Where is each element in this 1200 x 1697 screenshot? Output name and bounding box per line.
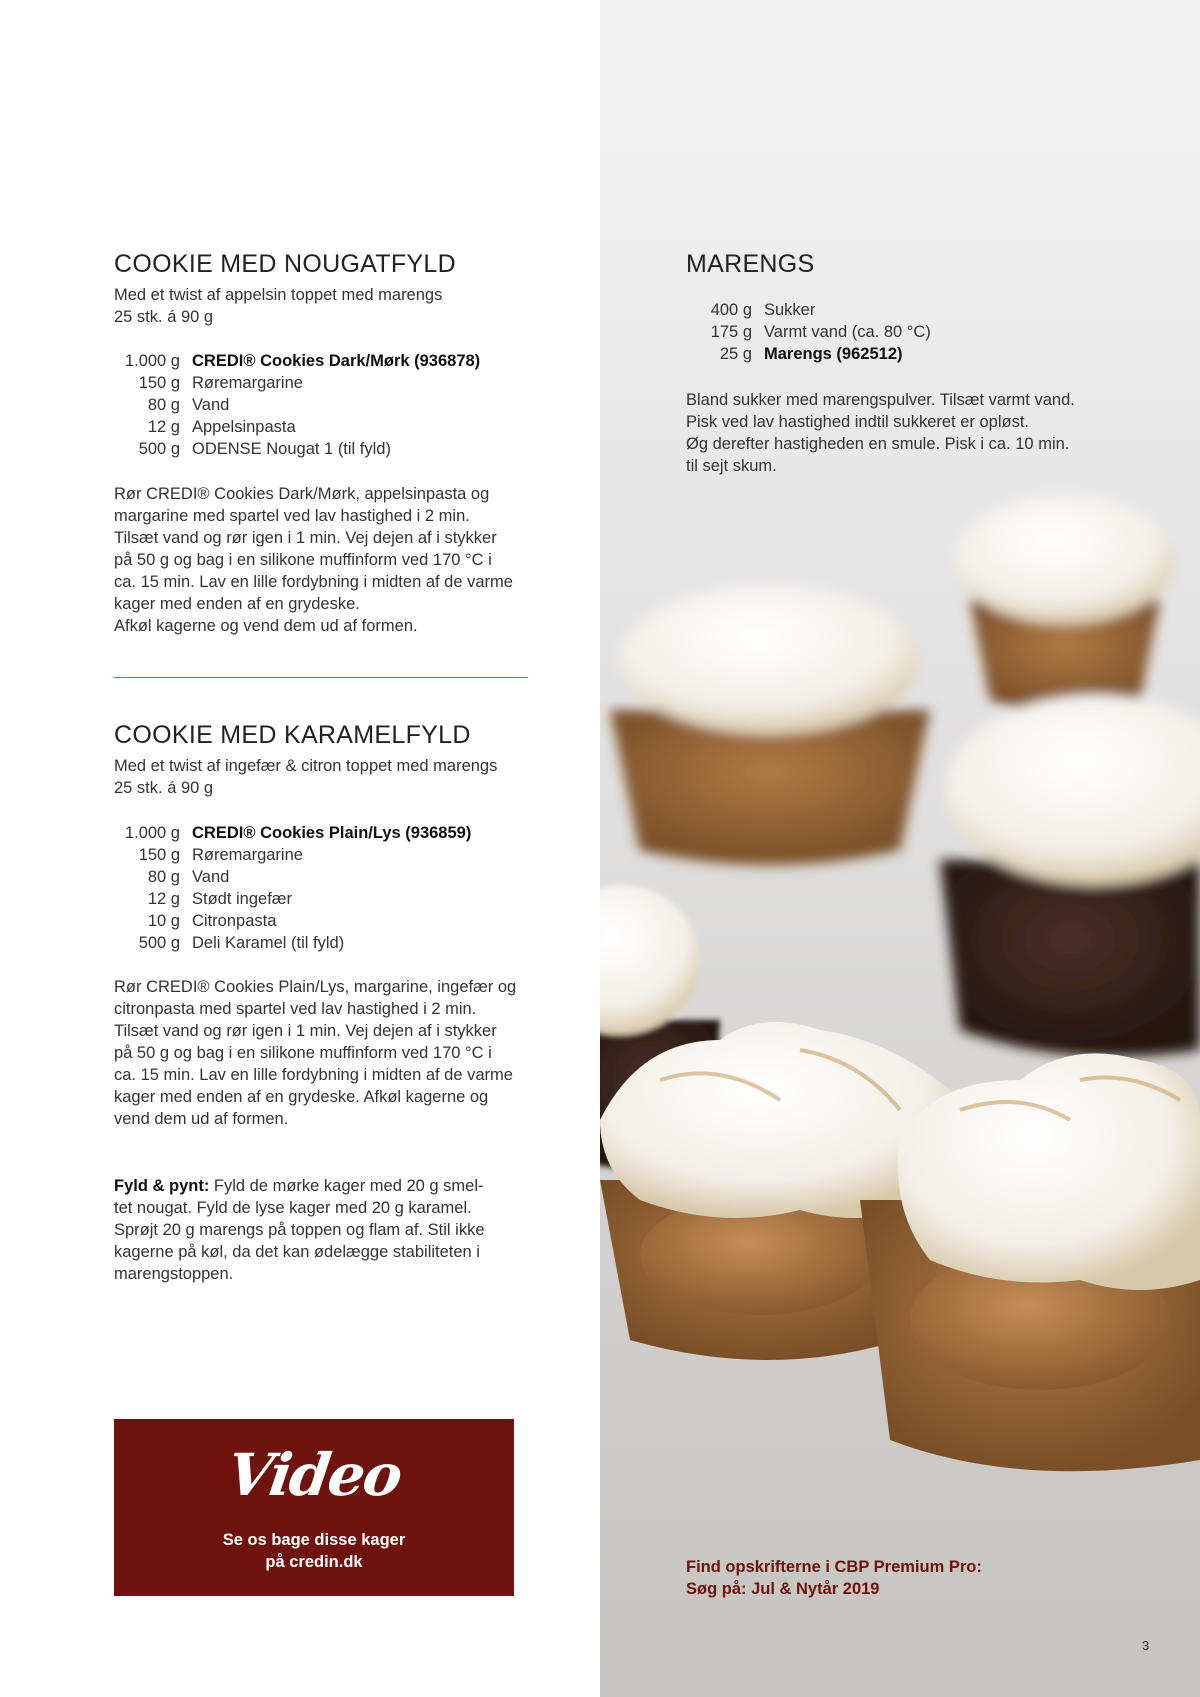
recipe2-title: COOKIE MED KARAMELFYLD xyxy=(114,721,471,749)
ingredient-amount: 400 g xyxy=(710,301,752,319)
ingredient-name: Sukker xyxy=(764,301,816,319)
text-line: Sprøjt 20 g marengs på toppen og flam af. Stil ikke xyxy=(114,1221,485,1239)
recipe1-ingredients xyxy=(114,350,480,460)
ingredient-row xyxy=(686,321,931,343)
video-promo[interactable] xyxy=(114,1419,514,1596)
ingredient-amount: 1.000 g xyxy=(124,352,180,370)
ingredient-row xyxy=(114,910,471,932)
recipe2-yield: 25 stk. á 90 g xyxy=(114,779,214,797)
text-line: kager med enden af en grydeske. Afkøl kagerne og xyxy=(114,1088,489,1106)
ingredient-row xyxy=(114,438,480,460)
text-line: tet nougat. Fyld de lyse kager med 20 g karamel. xyxy=(114,1199,472,1217)
text-line: marengstoppen. xyxy=(114,1265,234,1283)
text-line: Øg derefter hastigheden en smule. Pisk i ca. 10 min. xyxy=(686,435,1070,453)
ingredient-amount: 12 g xyxy=(147,890,180,908)
ingredient-amount: 10 g xyxy=(147,912,180,930)
find-line1: Find opskrifterne i CBP Premium Pro: xyxy=(686,1558,982,1576)
text-line: margarine med spartel ved lav hastighed i 2 min. xyxy=(114,507,470,525)
ingredient-name: Marengs (962512) xyxy=(764,345,903,363)
text-line: på 50 g og bag i en silikone muffinform ved 170 °C i xyxy=(114,551,492,569)
ingredient-row xyxy=(114,372,480,394)
ingredient-name: Røremargarine xyxy=(192,374,303,392)
fyld-label: Fyld & pynt: xyxy=(114,1177,210,1195)
text-line: ca. 15 min. Lav en lille fordybning i midten af de varme xyxy=(114,1066,513,1084)
text-line: Bland sukker med marengspulver. Tilsæt varmt vand. xyxy=(686,391,1075,409)
recipe2-ingredients xyxy=(114,822,471,954)
ingredient-name: CREDI® Cookies Plain/Lys (936859) xyxy=(192,824,472,842)
ingredient-name: CREDI® Cookies Dark/Mørk (936878) xyxy=(192,352,481,370)
ingredient-amount: 12 g xyxy=(147,418,180,436)
recipe2-subtitle: Med et twist af ingefær & citron toppet med marengs xyxy=(114,757,498,775)
ingredient-name: Appelsinpasta xyxy=(192,418,296,436)
ingredient-row xyxy=(114,844,471,866)
video-line2: på credin.dk xyxy=(265,1553,363,1571)
ingredient-amount: 25 g xyxy=(719,345,752,363)
ingredient-row xyxy=(114,394,480,416)
fyld-pynt xyxy=(114,1175,485,1285)
text-line: vend dem ud af formen. xyxy=(114,1110,289,1128)
ingredient-name: Varmt vand (ca. 80 °C) xyxy=(764,323,931,341)
text-line: Rør CREDI® Cookies Plain/Lys, margarine, ingefær og xyxy=(114,978,517,996)
ingredient-row xyxy=(686,299,931,321)
ingredient-row xyxy=(114,866,471,888)
recipe2-method xyxy=(114,976,516,1130)
ingredient-row xyxy=(114,888,471,910)
ingredient-amount: 80 g xyxy=(147,396,180,414)
recipe1-subtitle: Med et twist af appelsin toppet med marengs xyxy=(114,286,443,304)
recipe1-method xyxy=(114,483,513,637)
ingredient-row xyxy=(114,416,480,438)
text-line: Afkøl kagerne og vend dem ud af formen. xyxy=(114,617,418,635)
ingredient-name: ODENSE Nougat 1 (til fyld) xyxy=(192,440,391,458)
video-line1: Se os bage disse kager xyxy=(222,1531,406,1549)
page-number: 3 xyxy=(1142,1638,1150,1653)
text-line: Tilsæt vand og rør igen i 1 min. Vej dejen af i stykker xyxy=(114,1022,497,1040)
text-line: kager med enden af en grydeske. xyxy=(114,595,360,613)
ingredient-amount: 175 g xyxy=(710,323,752,341)
ingredient-name: Røremargarine xyxy=(192,846,303,864)
section-divider xyxy=(114,677,528,678)
text-line: Pisk ved lav hastighed indtil sukkeret er opløst. xyxy=(686,413,1029,431)
ingredient-name: Vand xyxy=(192,868,230,886)
text-line: ca. 15 min. Lav en lille fordybning i midten af de varme xyxy=(114,573,513,591)
ingredient-name: Deli Karamel (til fyld) xyxy=(192,934,345,952)
ingredient-name: Citronpasta xyxy=(192,912,277,930)
ingredient-amount: 150 g xyxy=(138,374,180,392)
recipe1-title: COOKIE MED NOUGATFYLD xyxy=(114,250,456,278)
ingredient-row xyxy=(686,343,931,365)
ingredient-amount: 500 g xyxy=(138,934,180,952)
fyld-first-line: Fyld de mørke kager med 20 g smel- xyxy=(209,1177,484,1195)
ingredient-name: Stødt ingefær xyxy=(192,890,292,908)
recipe1-yield: 25 stk. á 90 g xyxy=(114,308,214,326)
ingredient-amount: 500 g xyxy=(138,440,180,458)
marengs-title: MARENGS xyxy=(686,250,815,278)
ingredient-amount: 150 g xyxy=(138,846,180,864)
text-line: Rør CREDI® Cookies Dark/Mørk, appelsinpasta og xyxy=(114,485,490,503)
text-line: Tilsæt vand og rør igen i 1 min. Vej dejen af i stykker xyxy=(114,529,497,547)
video-word: Video xyxy=(223,1441,405,1509)
ingredient-row xyxy=(114,822,471,844)
find-recipes xyxy=(686,1556,982,1600)
ingredient-row xyxy=(114,932,471,954)
text-line: til sejt skum. xyxy=(686,457,777,475)
ingredient-row xyxy=(114,350,480,372)
text-line: på 50 g og bag i en silikone muffinform ved 170 °C i xyxy=(114,1044,492,1062)
ingredient-amount: 1.000 g xyxy=(124,824,180,842)
text-line: kagerne på køl, da det kan ødelægge stabiliteten i xyxy=(114,1243,480,1261)
ingredient-amount: 80 g xyxy=(147,868,180,886)
marengs-method xyxy=(686,389,1075,477)
find-line2: Søg på: Jul & Nytår 2019 xyxy=(686,1580,880,1598)
ingredient-name: Vand xyxy=(192,396,230,414)
marengs-ingredients xyxy=(686,299,931,365)
text-line: citronpasta med spartel ved lav hastighed i 2 min. xyxy=(114,1000,477,1018)
